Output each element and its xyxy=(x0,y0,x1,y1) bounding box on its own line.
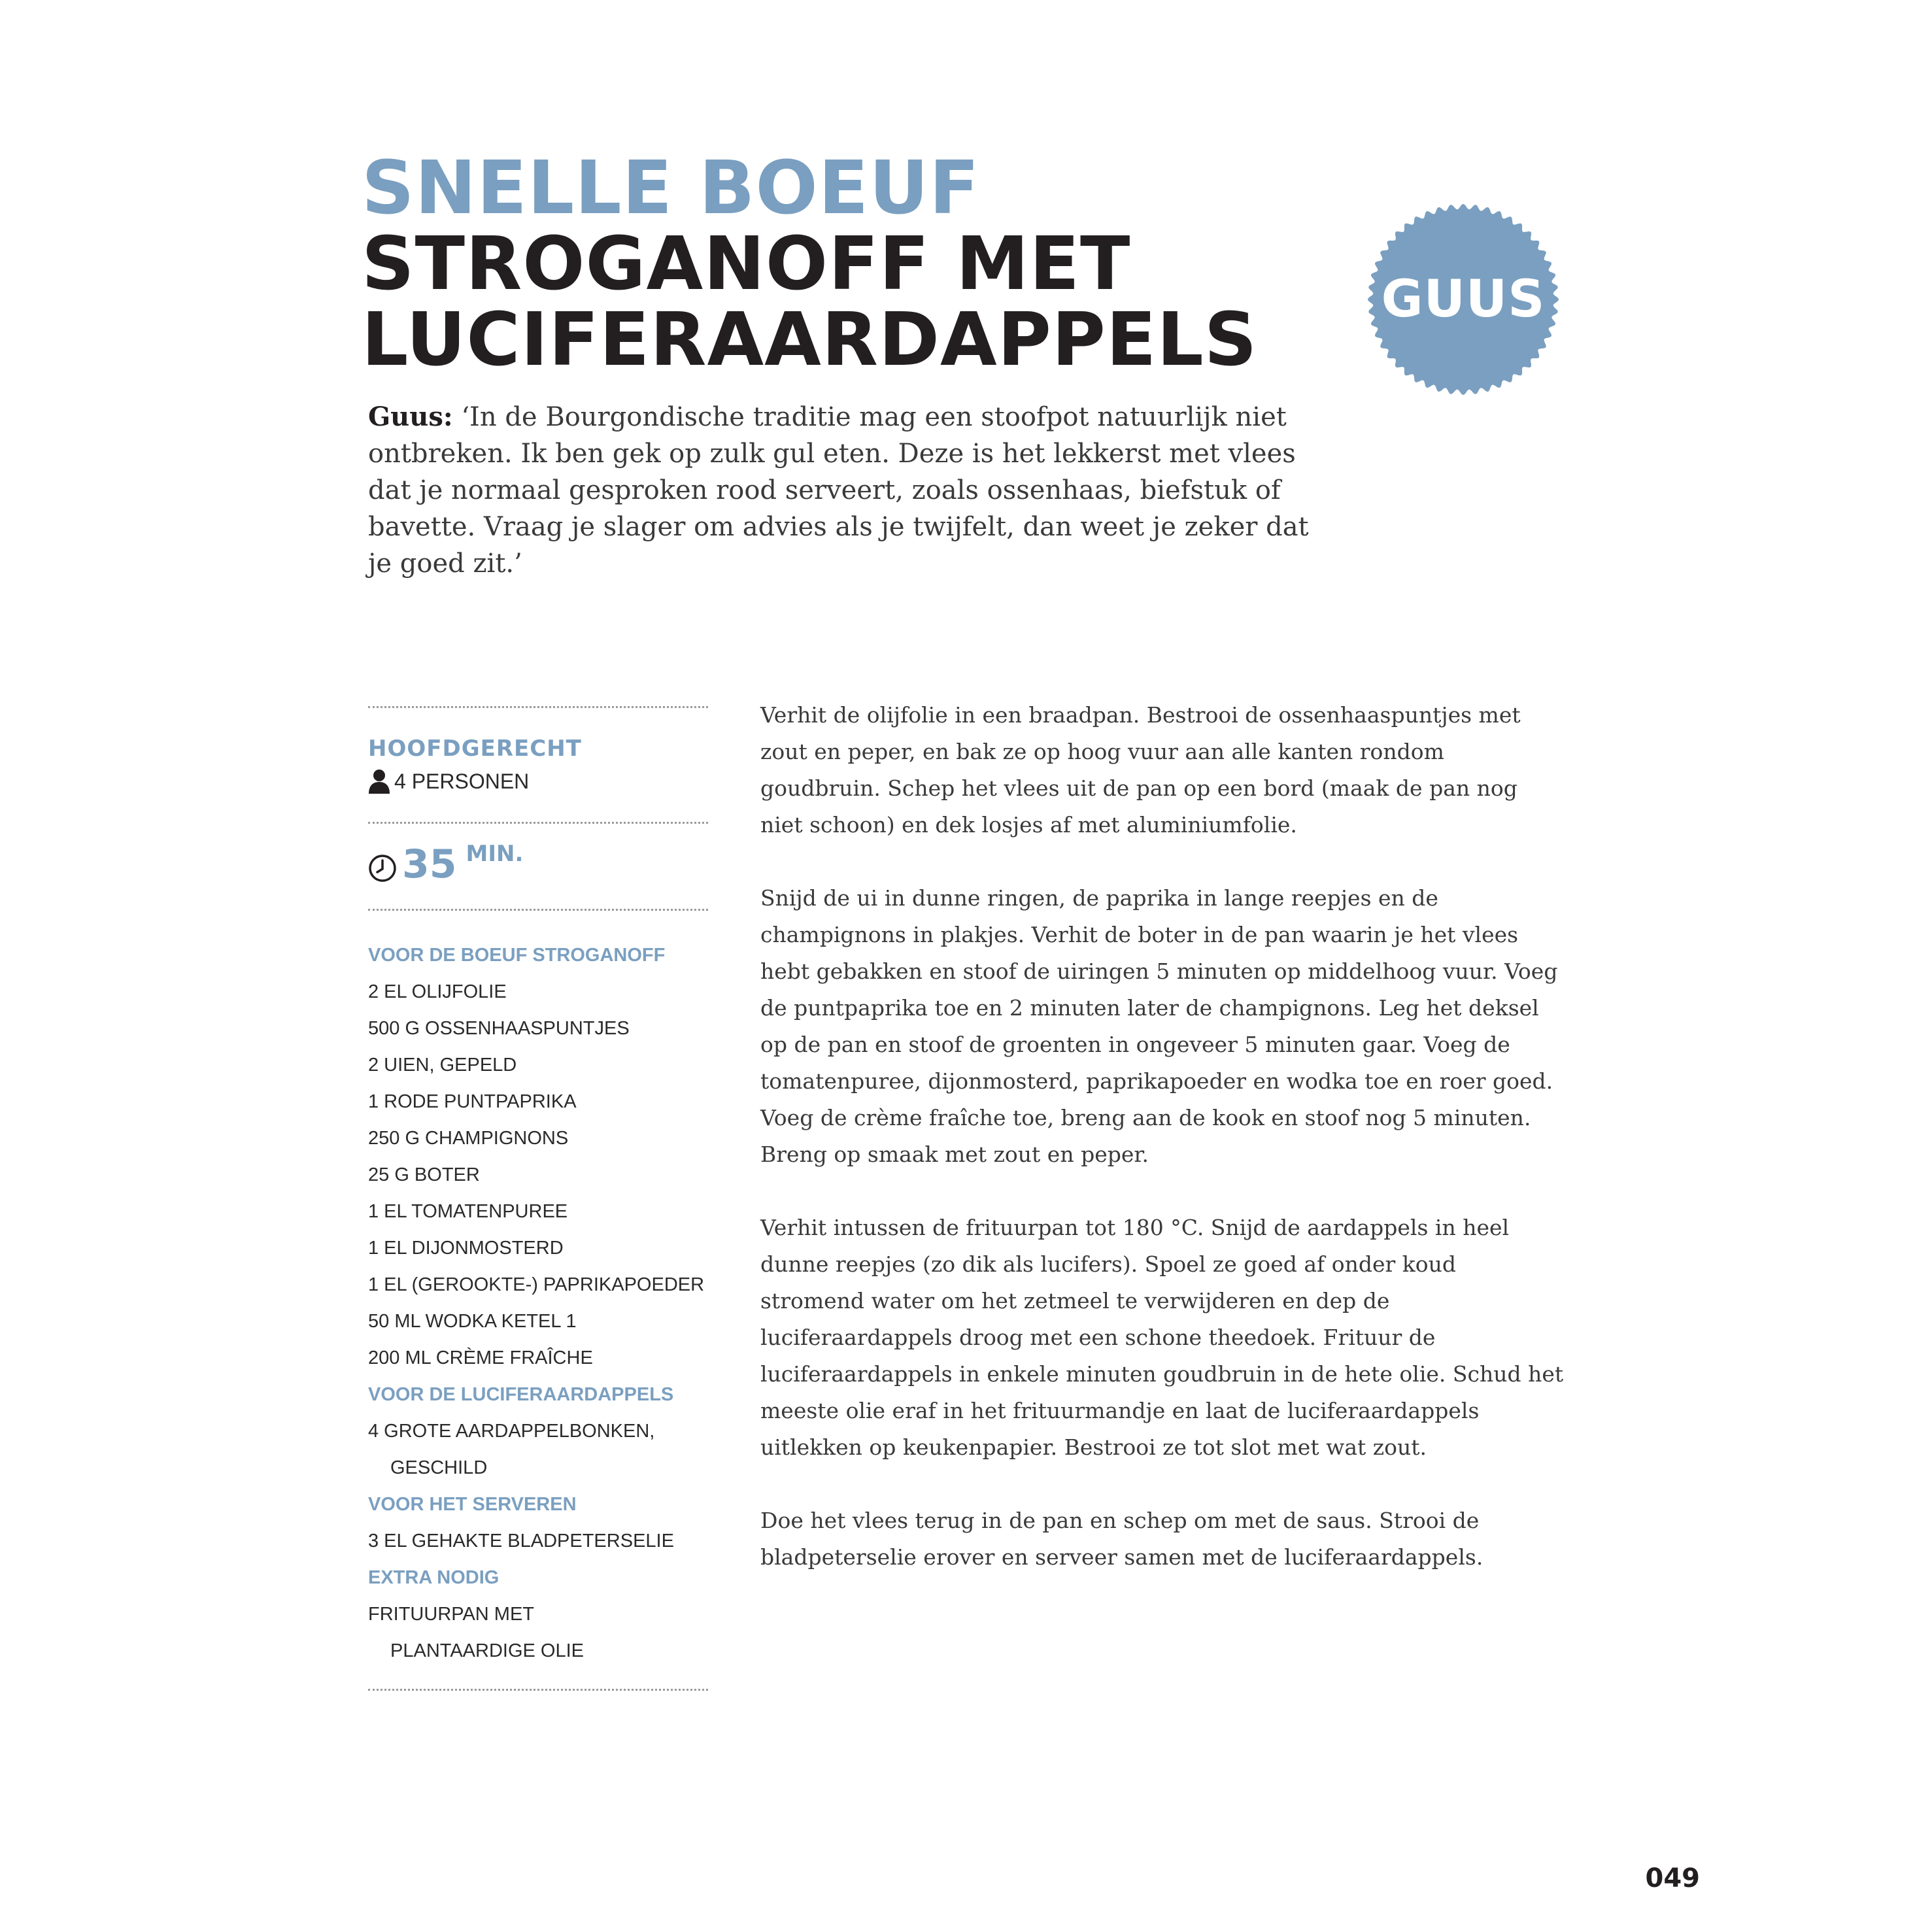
clock-icon xyxy=(368,854,397,883)
method-step: Verhit de olijfolie in een braadpan. Bestrooi de ossenhaaspuntjes met zout en peper, en bak ze op hoog vuur aan alle kanten rondom goudbruin. Schep het vlees uit de pan op een bord (maak de pan nog niet schoon) en dek losjes af met aluminiumfolie. xyxy=(760,702,1521,838)
ingredient-item: 25 G BOTER xyxy=(368,1164,480,1185)
title-line-1: SNELLE BOEUF xyxy=(362,146,980,231)
ingredient-item: 250 G CHAMPIGNONS xyxy=(368,1128,569,1149)
recipe-title xyxy=(362,146,1408,382)
servings xyxy=(368,767,708,796)
time-unit: MIN. xyxy=(466,841,524,867)
ingredient-item: GESCHILD xyxy=(390,1457,488,1478)
servings-text: 4 PERSONEN xyxy=(394,770,530,793)
ingredient-item: 1 EL TOMATENPUREE xyxy=(368,1201,568,1222)
ingredient-item: 500 G OSSENHAASPUNTJES xyxy=(368,1018,630,1039)
ingredient-item: 3 EL GEHAKTE BLADPETERSELIE xyxy=(368,1531,674,1551)
method-step: Verhit intussen de frituurpan tot 180 °C. Snijd de aardappels in heel dunne reepjes (zo dik als lucifers). Spoel ze goed af onder koud stromend water om het zetmeel te verwijderen en dep de luciferaardappels droog met een schone theedoek. Frituur de luciferaardappels in enkele minuten goudbruin in de hete olie. Schud het meeste olie eraf in het frituurmandje en laat de luciferaardappels uitlekken op keukenpapier. Bestrooi ze tot slot met wat zout. xyxy=(760,1215,1564,1460)
author-badge xyxy=(1366,203,1560,396)
time-value: 35 xyxy=(402,841,457,887)
ingredient-item: 50 ML WODKA KETEL 1 xyxy=(368,1311,577,1332)
ingredient-item: 200 ML CRÈME FRAÎCHE xyxy=(368,1347,593,1368)
ingredient-item: 1 EL DIJONMOSTERD xyxy=(368,1238,564,1259)
ingredient-item: PLANTAARDIGE OLIE xyxy=(390,1640,584,1661)
intro-text: ‘In de Bourgondische traditie mag een stoofpot natuurlijk niet ontbreken. Ik ben gek op zulk gul eten. Deze is het lekkerst met vlees dat je normaal gesproken rood serveert, zoals ossenhaas, biefstuk of bavette. Vraag je slager om advies als je twijfelt, dan weet je zeker dat je goed zit.’ xyxy=(368,402,1309,579)
divider xyxy=(368,1689,708,1691)
person-icon xyxy=(368,768,390,794)
method-steps xyxy=(760,697,1565,1612)
course-label: HOOFDGERECHT xyxy=(368,736,582,762)
method-step: Doe het vlees terug in de pan en schep om met de saus. Strooi de bladpeterselie erover en serveer samen met de luciferaardappels. xyxy=(760,1508,1483,1570)
title-line-3: LUCIFERAARDAPPELS xyxy=(362,297,1258,382)
title-line-2: STROGANOFF MET xyxy=(362,222,1131,307)
ingredient-item: 2 EL OLIJFOLIE xyxy=(368,981,507,1002)
ingredient-list xyxy=(368,937,708,1669)
ingredient-group-heading: VOOR DE LUCIFERAARDAPPELS xyxy=(368,1384,674,1405)
intro-quote xyxy=(368,399,1316,582)
divider xyxy=(368,706,708,708)
page-number: 049 xyxy=(1645,1863,1700,1893)
ingredient-item: 4 GROTE AARDAPPELBONKEN, xyxy=(368,1421,655,1442)
ingredient-group-heading: VOOR HET SERVEREN xyxy=(368,1494,577,1515)
ingredient-group-heading: EXTRA NODIG xyxy=(368,1567,500,1588)
ingredient-item: 1 EL (GEROOKTE-) PAPRIKAPOEDER xyxy=(368,1274,705,1295)
divider xyxy=(368,909,708,911)
ingredient-item: 2 UIEN, GEPELD xyxy=(368,1055,517,1076)
badge-label: GUUS xyxy=(1381,270,1546,329)
ingredient-group-heading: VOOR DE BOEUF STROGANOFF xyxy=(368,945,666,966)
recipe-sidebar xyxy=(368,706,708,1691)
ingredient-item: 1 RODE PUNTPAPRIKA xyxy=(368,1091,577,1112)
ingredient-item: FRITUURPAN MET xyxy=(368,1604,535,1625)
method-step: Snijd de ui in dunne ringen, de paprika in lange reepjes en de champignons in plakjes. Verhit de boter in de pan waarin je het vlees hebt gebakken en stoof de uiringen 5 minuten op middelhoog vuur. Voeg de puntpaprika toe en 2 minuten later de champignons. Leg het deksel op de pan en stoof de groenten in ongeveer 5 minuten gaar. Voeg de tomatenpuree, dijonmosterd, paprikapoeder en wodka toe en roer goed. Voeg de crème fraîche toe, breng aan de kook en stoof nog 5 minuten. Breng op smaak met zout en peper. xyxy=(760,885,1558,1167)
prep-time xyxy=(368,839,708,889)
intro-speaker: Guus: xyxy=(368,401,453,432)
divider xyxy=(368,822,708,824)
